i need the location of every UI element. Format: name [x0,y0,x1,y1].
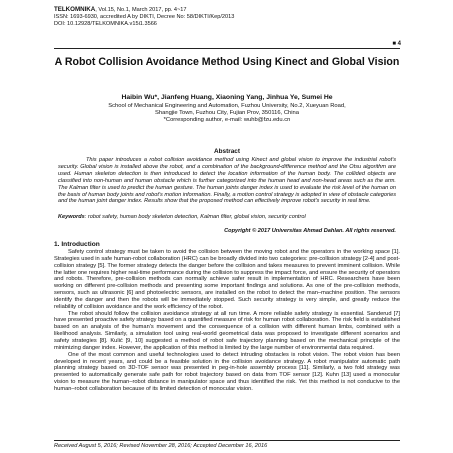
body-paragraph: The robot should follow the collision avoidance strategy at all run time. A more reliable safety strategy is essential. Sanderud [7] have presented proactive safety strategy based on a quantified measure of risk for human robot collaboration. The risk field is established based on an analysis of the human's movement and the consequence of a collision with different human limbs, combined with a likelihood analysis. Similarly, a simulation tool using real-world geometrical data was proposed to investigate different scenarios and safety strategies [8]. Kulić [9, 10] suggested a method of robot safe trajectory planning based on the mechanical principle of the minimizing danger index. However, the application of this method is limited by the large number of environmental data required. [54,310,400,351]
affiliation-line: Shangjie Town, Fuzhou City, Fujian Prov, 350116, China [155,110,299,117]
paper-title: A Robot Collision Avoidance Method Using Kinect and Global Vision [54,56,400,68]
journal-issn: ISSN: 1693-6930, accredited A by DIKTI, Decree No: 58/DIKTI/Kep/2013 [54,14,235,20]
body-paragraph: Safety control strategy must be taken to avoid the collision between the moving robot and the operators in the working space [1]. Strategies used in safe human-robot collaboration (HRC) can be broadly divided into two categories: pre-collision strategy [2-4] and post-collision strategy [5]. The former strategy detects the danger before the collision and takes measures to prevent imminent collision. While the latter one requires higher real-time performance during the collision to suppress the impact force, and ensure the security of operators and robots. Therefore, pre-collision methods can normally achieve safer result in implementation of HRC. Researchers have been working on different pre-collision methods and presenting some important findings and solutions. As one of the pre-collision methods, sensors, such as ultrasonic [6] and photoelectric sensors, are installed on the robot to detect the man–machine position. The sensors identify the danger and then the robots will be immediately stopped. Such security strategy is very simple, and greatly reduce the reliability of collision avoidance and the work efficiency of the robot. [54,249,400,310]
journal-doi: DOI: 10.12928/TELKOMNIKA.v15i1.3566 [54,21,157,27]
body-paragraph: One of the most common and useful technologies used to detect intruding obstacles is robot vision. The robot vision has been developed in recent years, and could be a feasible solution in the collision avoidance strategy. A robot manipulator automatic path planning strategy based on 3D-TOF sensor was presented in peg-in-hole assembly process [11]. Similarly, a two fold strategy was presented to automatically generate safe path for robot trajectory based on data from TOF sensor [12]. Kuhn [13] used a monocular vision to measure the human–robot distance in manipulator space and thus identified the risk. Yet this method is not conducive to the human–robot collaboration because of its limited detection of monocular vision. [54,351,400,392]
corresponding-author: *Corresponding author, e-mail: wuhb@fzu.edu.cn [163,117,291,124]
section-body [54,249,400,393]
keywords [58,214,396,220]
journal-header [54,6,404,28]
keywords-text: : robot safety, human body skeleton detection, Kalman filter, global vision, security control [84,214,306,220]
journal-citation: , Vol.15, No.1, March 2017, pp. 4~17 [95,7,187,13]
page-number-value: 4 [397,41,401,47]
section-number: 1. [54,241,60,248]
journal-citation-line [54,6,404,14]
footer-divider [54,440,400,441]
copyright-notice: Copyright © 2017 Universitas Ahmad Dahlan. All rights reserved. [224,228,396,234]
abstract-text: This paper introduces a robot collision avoidance method using Kinect and global vision to improve the industrial robot's security. Global vision is installed above the robot, and a combination of the background-difference method and the Otsu algorithm are used. Human skeleton detection is then introduced to detect the location information of the human body. The collided objects are classified into non-human and human obstacle which is further categorized into the human head and non-head areas such as the arm. The Kalman filter is used to predict the human gesture. The human joints danger index is used to evaluate the risk level of the human on the basis of human body joints and robot's motion information. Finally, a motion control strategy is adopted in view of obstacle categories and the human joint danger index. Results show that the proposed method can effectively improve robot's security in real time. [58,157,396,205]
section-heading [54,241,100,248]
keywords-label: Keywords [58,214,85,220]
journal-name: TELKOMNIKA [54,6,96,13]
section-title: Introduction [61,241,100,248]
page-number: ■ 4 [392,41,401,47]
author-affiliation [54,103,400,125]
received-dates: Received August 5, 2016; Revised November 28, 2016; Accepted December 16, 2016 [54,443,268,449]
abstract-heading: Abstract [214,148,240,155]
affiliation-line: School of Mechanical Engineering and Automation, Fuzhou University, No.2, Xueyuan Road, [108,103,346,109]
header-divider [54,48,400,49]
paper-authors: Haibin Wu*, Jianfeng Huang, Xiaoning Yang, Jinhua Ye, Sumei He [121,94,333,101]
